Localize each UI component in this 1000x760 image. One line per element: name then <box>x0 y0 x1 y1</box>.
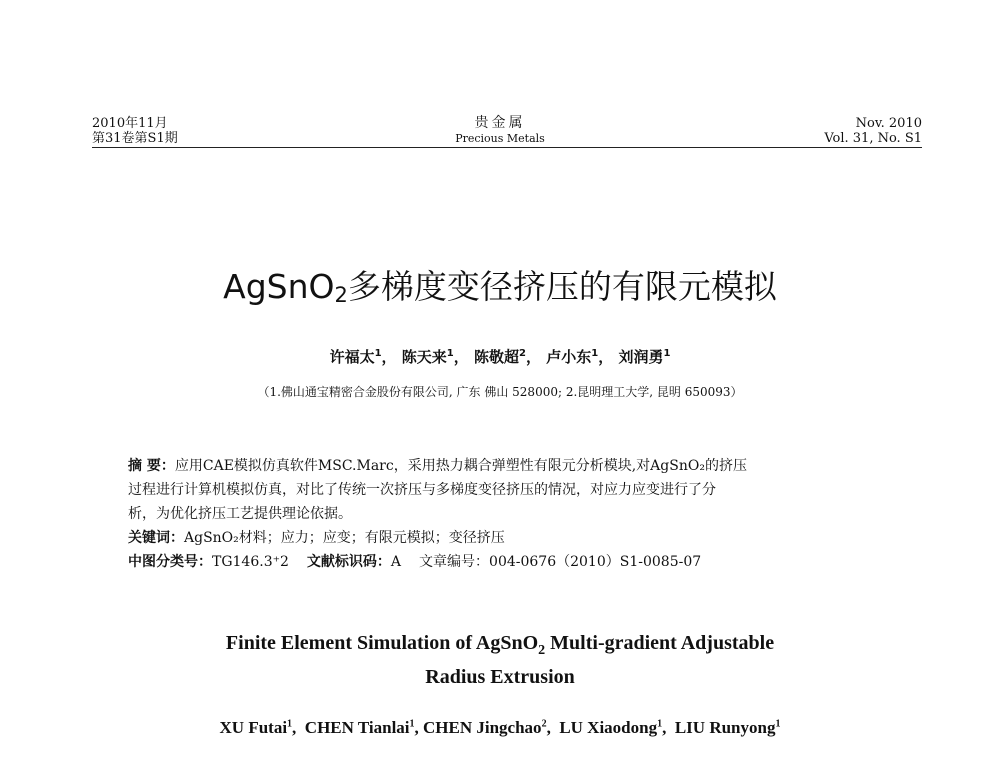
title-text: 多梯度变径挤压的有限元模拟 <box>347 267 777 306</box>
author-list: 许福太$^1$， 陈天来$^1$， 陈敬超$^2$， 卢小东$^1$， 刘润勇$^1$ <box>329 348 671 366</box>
english-title-line2: Radius Extrusion <box>425 666 575 688</box>
header-date: 2010年11月 <box>92 116 168 131</box>
abstract-line: 过程进行计算机模拟仿真，对比了传统一次挤压与多梯度变径挤压的情况，对应力应变进行了分 <box>128 482 716 498</box>
journal-name <box>420 116 580 146</box>
title-subscript: 2 <box>334 283 348 307</box>
english-author-list: XU Futai$^1$, CHEN Tianlai$^1$, CHEN Jingchao$^2$, LU Xiaodong$^1$, LIU Runyong$^1$ <box>219 718 781 737</box>
author: 陈敬超$^2$ <box>474 348 526 366</box>
author-en: LIU Runyong$^1$ <box>674 718 781 737</box>
header-date-en: Nov. 2010 <box>855 116 922 131</box>
author: 卢小东$^1$ <box>546 348 599 366</box>
author: 陈天来$^1$ <box>401 348 454 366</box>
english-title <box>0 630 1000 690</box>
keywords <box>128 526 888 550</box>
affiliation: （1.佛山通宝精密合金股份有限公司, 广东 佛山 528000; 2.昆明理工大学, 昆明 650093） <box>257 385 743 399</box>
paper-title <box>0 264 1000 318</box>
abstract-label: 摘 要： <box>128 458 175 474</box>
header-volume: 第31卷第S1期 <box>92 131 178 146</box>
keywords-value: AgSnO₂材料；应力；应变；有限元模拟；变径挤压 <box>184 530 505 546</box>
article-number-value: 004-0676（2010）S1-0085-07 <box>489 554 702 570</box>
author-en: XU Futai$^1$ <box>219 718 293 737</box>
journal-date-issue-en <box>824 116 922 146</box>
author-en: CHEN Jingchao$^2$ <box>423 718 547 737</box>
title-formula: AgSnO <box>223 267 335 306</box>
classification <box>128 550 888 574</box>
author: 许福太$^1$ <box>329 348 382 366</box>
journal-name-en: Precious Metals <box>455 132 545 145</box>
doc-code-value: A <box>390 554 402 570</box>
abstract-block <box>128 454 888 574</box>
journal-date-issue <box>92 116 178 146</box>
author-en: LU Xiaodong$^1$ <box>559 718 663 737</box>
doc-code-label: 文献标识码： <box>306 554 391 570</box>
english-title-line1: Finite Element Simulation of AgSnO$_2$ Multi-gradient Adjustable <box>225 632 775 658</box>
keywords-label: 关键词： <box>128 530 184 546</box>
header-volume-en: Vol. 31, No. S1 <box>824 131 922 146</box>
author: 刘润勇$^1$ <box>618 348 671 366</box>
journal-name-cn: 贵金属 <box>474 115 526 131</box>
header-rule <box>92 147 922 148</box>
abstract-line: 摘 要：应用CAE模拟仿真软件MSC.Marc，采用热力耦合弹塑性有限元分析模块,对AgSnO₂的挤压 <box>128 458 747 474</box>
class-label: 中图分类号： <box>128 554 212 570</box>
class-value: TG146.3⁺2 <box>212 554 289 570</box>
article-number-label: 文章编号： <box>419 554 490 570</box>
abstract-line: 析，为优化挤压工艺提供理论依据。 <box>128 506 352 522</box>
author-en: CHEN Tianlai$^1$ <box>304 718 415 737</box>
